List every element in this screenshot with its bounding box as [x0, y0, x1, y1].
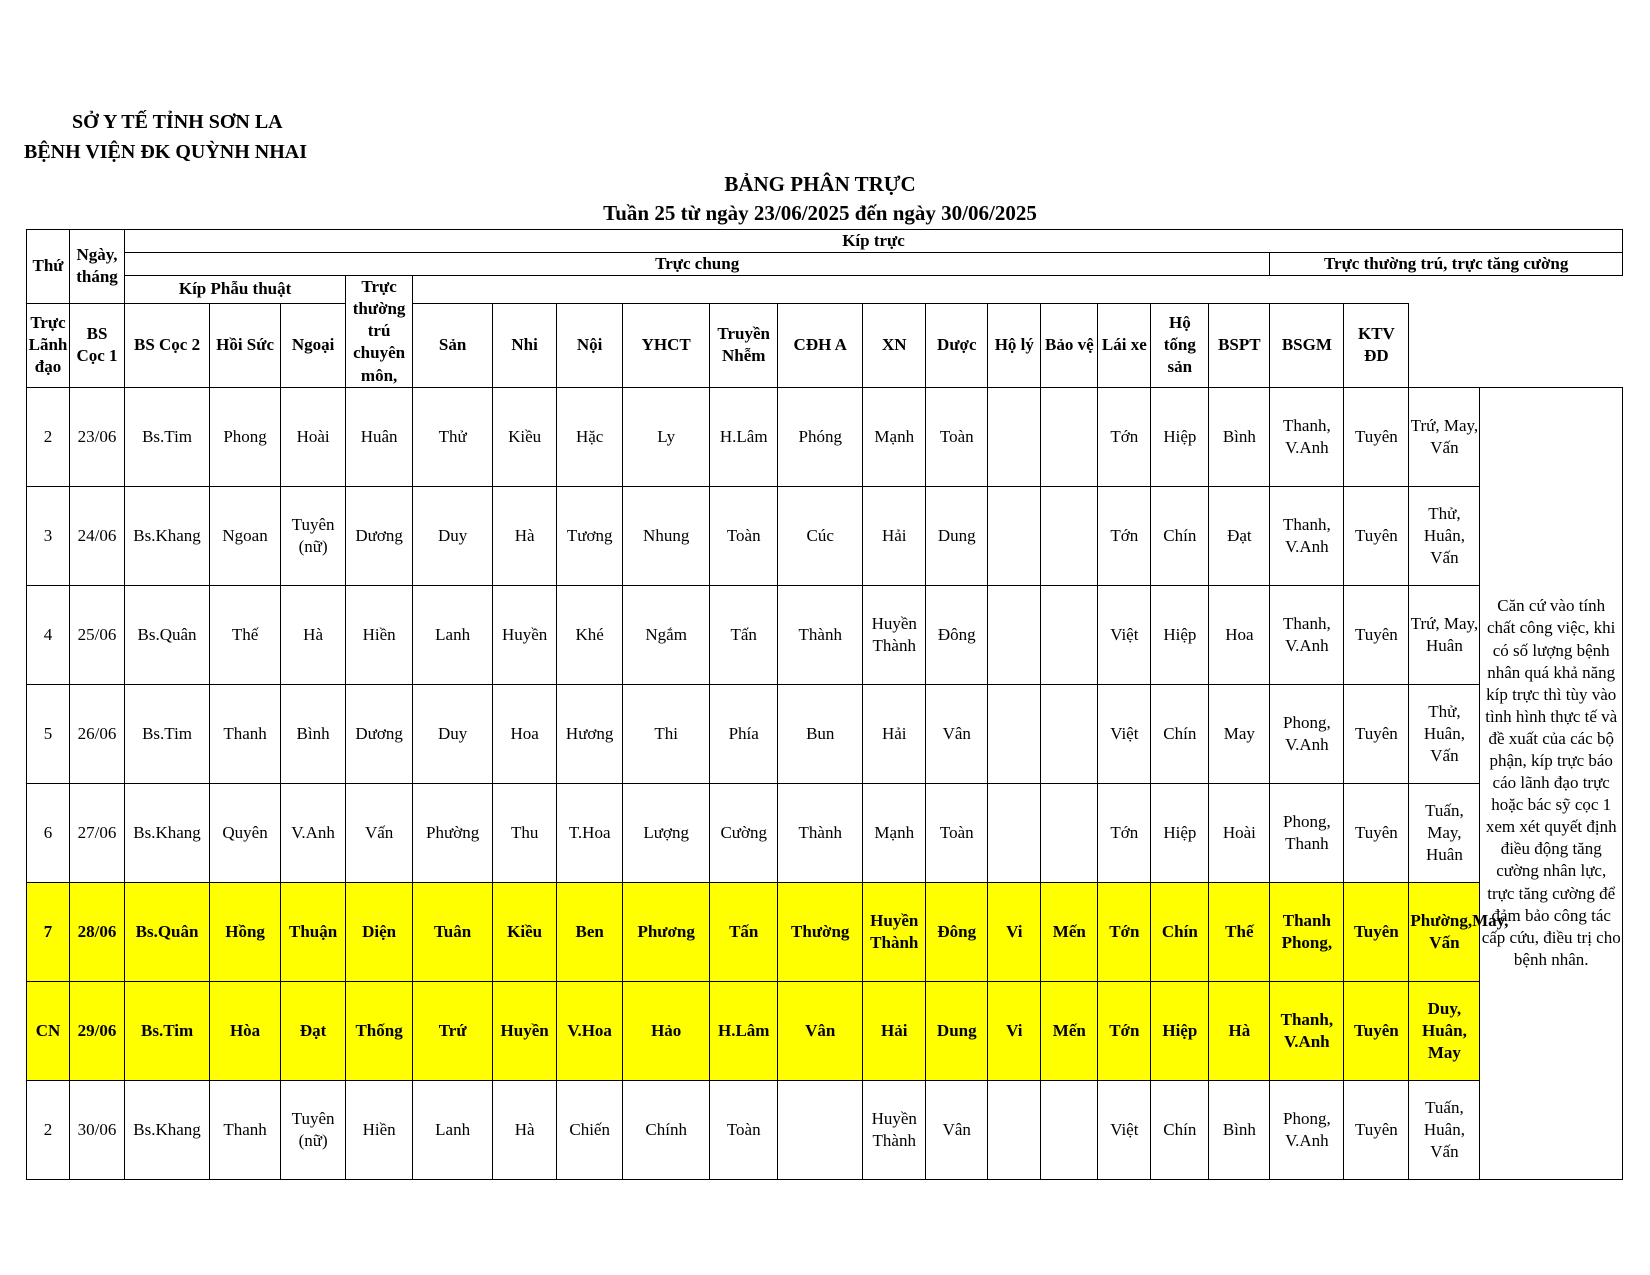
duty-cell: Huân: [346, 387, 413, 486]
duty-cell: Cường: [710, 783, 778, 882]
duty-cell: Tuyên: [1344, 1080, 1409, 1179]
duty-cell: Vân: [926, 1080, 988, 1179]
duty-cell: Tuyên (nữ): [281, 486, 346, 585]
duty-cell: Dung: [926, 981, 988, 1080]
org-hospital: BỆNH VIỆN ĐK QUỲNH NHAI: [24, 141, 307, 163]
duty-cell: Đông: [926, 882, 988, 981]
col-header: Bảo vệ: [1041, 303, 1098, 387]
duty-cell: Thanh, V.Anh: [1270, 585, 1344, 684]
day-cell: 2: [27, 387, 70, 486]
duty-cell: Thu: [493, 783, 557, 882]
duty-cell: Thế: [1209, 882, 1270, 981]
table-row: [27, 882, 1623, 981]
duty-cell: Mạnh: [863, 783, 926, 882]
duty-cell: Quyên: [210, 783, 281, 882]
duty-cell: Kiều: [493, 387, 557, 486]
duty-cell: Diện: [346, 882, 413, 981]
duty-cell: Kiều: [493, 882, 557, 981]
duty-cell: Phong, V.Anh: [1270, 1080, 1344, 1179]
duty-cell: Phong, Thanh: [1270, 783, 1344, 882]
col-header: YHCT: [623, 303, 710, 387]
duty-cell: [778, 1080, 863, 1179]
duty-cell: Hiệp: [1151, 981, 1209, 1080]
duty-cell: Tấn: [710, 585, 778, 684]
duty-cell: Hiệp: [1151, 783, 1209, 882]
duty-cell: Thử, Huân, Vấn: [1409, 684, 1480, 783]
duty-cell: H.Lâm: [710, 387, 778, 486]
duty-cell: Tuyên: [1344, 684, 1409, 783]
day-cell: CN: [27, 981, 70, 1080]
duty-cell: Lanh: [413, 585, 493, 684]
page-subtitle: Tuần 25 từ ngày 23/06/2025 đến ngày 30/06/2025: [603, 201, 1037, 225]
col-header: Nhi: [493, 303, 557, 387]
col-header: Ngoại: [281, 303, 346, 387]
date-cell: 23/06: [70, 387, 125, 486]
col-header: BS Cọc 2: [125, 303, 210, 387]
col-header-pt: KTV ĐD: [1344, 303, 1409, 387]
day-cell: 7: [27, 882, 70, 981]
duty-cell: Thử, Huân, Vấn: [1409, 486, 1480, 585]
date-cell: 29/06: [70, 981, 125, 1080]
duty-cell: Thanh: [210, 1080, 281, 1179]
col-header: BS Cọc 1: [70, 303, 125, 387]
duty-cell: Huyền Thành: [863, 585, 926, 684]
duty-cell: Bs.Khang: [125, 1080, 210, 1179]
duty-cell: Tớn: [1098, 783, 1151, 882]
duty-cell: [1041, 387, 1098, 486]
duty-cell: [988, 684, 1041, 783]
day-cell: 5: [27, 684, 70, 783]
header-ngay: Ngày, tháng: [70, 230, 125, 304]
table-row: [27, 684, 1623, 783]
duty-cell: May: [1209, 684, 1270, 783]
duty-cell: Khé: [557, 585, 623, 684]
header-truc-chung: Trực chung: [125, 253, 1270, 276]
duty-cell: Hặc: [557, 387, 623, 486]
duty-cell: Tuyên: [1344, 585, 1409, 684]
duty-cell: Thanh, V.Anh: [1270, 387, 1344, 486]
duty-cell: Tớn: [1098, 387, 1151, 486]
duty-cell: Duy, Huân, May: [1409, 981, 1480, 1080]
date-cell: 25/06: [70, 585, 125, 684]
col-header: XN: [863, 303, 926, 387]
col-header-pt: BSPT: [1209, 303, 1270, 387]
duty-cell: Tớn: [1098, 981, 1151, 1080]
duty-cell: Cúc: [778, 486, 863, 585]
day-cell: 4: [27, 585, 70, 684]
duty-cell: Toàn: [710, 486, 778, 585]
duty-note: Căn cứ vào tính chất công việc, khi có số lượng bệnh nhân quá khả năng kíp trực thì tùy vào tình hình thực tế và đề xuất của các bộ phận, kíp trực báo cáo lãnh đạo trực hoặc bác sỹ cọc 1 xem xét quyết định điều động tăng cường nhân lực, trực tăng cường để đảm bảo công tác cấp cứu, điều trị cho bệnh nhân.: [1480, 387, 1623, 1179]
day-cell: 6: [27, 783, 70, 882]
duty-cell: Hà: [281, 585, 346, 684]
duty-cell: Thanh, V.Anh: [1270, 981, 1344, 1080]
duty-cell: Ngoan: [210, 486, 281, 585]
duty-cell: Thử: [413, 387, 493, 486]
duty-cell: Phường: [413, 783, 493, 882]
date-cell: 30/06: [70, 1080, 125, 1179]
duty-cell: Thanh: [210, 684, 281, 783]
duty-cell: Vấn: [346, 783, 413, 882]
duty-cell: Huyền Thành: [863, 882, 926, 981]
duty-cell: Tương: [557, 486, 623, 585]
duty-cell: Hiền: [346, 1080, 413, 1179]
duty-cell: Phóng: [778, 387, 863, 486]
date-cell: 27/06: [70, 783, 125, 882]
duty-cell: Đông: [926, 585, 988, 684]
duty-cell: Bs.Quân: [125, 882, 210, 981]
duty-cell: V.Anh: [281, 783, 346, 882]
date-cell: 26/06: [70, 684, 125, 783]
duty-cell: Dương: [346, 486, 413, 585]
duty-cell: [1041, 684, 1098, 783]
duty-cell: Thành: [778, 783, 863, 882]
col-header: Hồi Sức: [210, 303, 281, 387]
duty-cell: Hoa: [493, 684, 557, 783]
header-kip-phau-thuat: Kíp Phẫu thuật: [125, 276, 346, 304]
table-row: [27, 387, 1623, 486]
duty-cell: [1041, 585, 1098, 684]
duty-cell: Tuyên: [1344, 486, 1409, 585]
col-header: Truyền Nhễm: [710, 303, 778, 387]
duty-cell: Bun: [778, 684, 863, 783]
duty-cell: [988, 1080, 1041, 1179]
duty-cell: Chiến: [557, 1080, 623, 1179]
duty-cell: [1041, 1080, 1098, 1179]
duty-cell: Thống: [346, 981, 413, 1080]
duty-cell: Hoa: [1209, 585, 1270, 684]
duty-cell: Thành: [778, 585, 863, 684]
header-truc-thuong-tru-chuyen-mon: Trực thường trú chuyên môn,: [346, 276, 413, 387]
duty-cell: Tuyên: [1344, 783, 1409, 882]
duty-cell: Vi: [988, 981, 1041, 1080]
table-row: [27, 1080, 1623, 1179]
duty-cell: Mến: [1041, 882, 1098, 981]
duty-cell: Đạt: [281, 981, 346, 1080]
duty-cell: Phong: [210, 387, 281, 486]
header-thu: Thứ: [27, 230, 70, 304]
col-header: Nội: [557, 303, 623, 387]
duty-cell: Huyền Thành: [863, 1080, 926, 1179]
duty-cell: Duy: [413, 486, 493, 585]
duty-cell: Chín: [1151, 684, 1209, 783]
duty-cell: Bs.Quân: [125, 585, 210, 684]
duty-cell: Phong, V.Anh: [1270, 684, 1344, 783]
duty-cell: Tuyên: [1344, 882, 1409, 981]
duty-cell: Hà: [493, 486, 557, 585]
duty-cell: Việt: [1098, 1080, 1151, 1179]
duty-cell: Dương: [346, 684, 413, 783]
duty-cell: Mạnh: [863, 387, 926, 486]
duty-cell: Chính: [623, 1080, 710, 1179]
duty-cell: Tớn: [1098, 882, 1151, 981]
duty-cell: Tuyên: [1344, 981, 1409, 1080]
day-cell: 2: [27, 1080, 70, 1179]
col-header: Trực Lãnh đạo: [27, 303, 70, 387]
header-truc-thuong-tru: Trực thường trú, trực tăng cường: [1270, 253, 1623, 276]
table-row: [27, 783, 1623, 882]
duty-cell: Hoài: [281, 387, 346, 486]
duty-cell: Bs.Tim: [125, 684, 210, 783]
duty-cell: Hà: [1209, 981, 1270, 1080]
col-header: Sản: [413, 303, 493, 387]
day-cell: 3: [27, 486, 70, 585]
duty-cell: Vi: [988, 882, 1041, 981]
duty-cell: Phía: [710, 684, 778, 783]
date-cell: 28/06: [70, 882, 125, 981]
duty-cell: [988, 486, 1041, 585]
duty-cell: Hải: [863, 486, 926, 585]
duty-cell: Tấn: [710, 882, 778, 981]
duty-cell: Chín: [1151, 486, 1209, 585]
duty-cell: Tuấn, Huân, Vấn: [1409, 1080, 1480, 1179]
duty-cell: Lượng: [623, 783, 710, 882]
duty-cell: Bình: [281, 684, 346, 783]
org-department: SỞ Y TẾ TỈNH SƠN LA: [72, 111, 283, 133]
duty-cell: [988, 387, 1041, 486]
duty-cell: Việt: [1098, 585, 1151, 684]
duty-cell: Ben: [557, 882, 623, 981]
col-header: Lái xe: [1098, 303, 1151, 387]
duty-cell: Hiền: [346, 585, 413, 684]
duty-cell: Tuấn, May, Huân: [1409, 783, 1480, 882]
duty-cell: Bs.Tim: [125, 387, 210, 486]
duty-cell: Tuyên: [1344, 387, 1409, 486]
duty-cell: Ly: [623, 387, 710, 486]
duty-cell: Phương: [623, 882, 710, 981]
duty-cell: Trứ, May, Huân: [1409, 585, 1480, 684]
duty-cell: Duy: [413, 684, 493, 783]
duty-cell: Toàn: [926, 783, 988, 882]
duty-cell: Đạt: [1209, 486, 1270, 585]
page-title: BẢNG PHÂN TRỰC: [724, 172, 916, 196]
duty-cell: [1041, 783, 1098, 882]
table-row: [27, 585, 1623, 684]
duty-cell: Thế: [210, 585, 281, 684]
col-header: Hộ lý: [988, 303, 1041, 387]
table-row: [27, 486, 1623, 585]
col-header-pt: BSGM: [1270, 303, 1344, 387]
duty-roster-table: [26, 229, 1623, 1180]
col-header: Hộ tống sản: [1151, 303, 1209, 387]
duty-cell: Hà: [493, 1080, 557, 1179]
col-header: Dược: [926, 303, 988, 387]
duty-cell: Vân: [926, 684, 988, 783]
duty-cell: Chín: [1151, 882, 1209, 981]
duty-cell: Nhung: [623, 486, 710, 585]
duty-cell: Hiệp: [1151, 585, 1209, 684]
duty-cell: V.Hoa: [557, 981, 623, 1080]
duty-cell: Hòa: [210, 981, 281, 1080]
duty-cell: Thường: [778, 882, 863, 981]
duty-cell: Dung: [926, 486, 988, 585]
duty-cell: H.Lâm: [710, 981, 778, 1080]
duty-cell: Bình: [1209, 1080, 1270, 1179]
duty-cell: Thi: [623, 684, 710, 783]
col-header: CĐH A: [778, 303, 863, 387]
duty-cell: T.Hoa: [557, 783, 623, 882]
duty-cell: Vân: [778, 981, 863, 1080]
table-row: [27, 981, 1623, 1080]
duty-cell: Tớn: [1098, 486, 1151, 585]
duty-cell: Tuyên (nữ): [281, 1080, 346, 1179]
duty-cell: Huyền: [493, 585, 557, 684]
duty-cell: Thanh, V.Anh: [1270, 486, 1344, 585]
duty-cell: Chín: [1151, 1080, 1209, 1179]
duty-cell: Trứ: [413, 981, 493, 1080]
duty-cell: Hiệp: [1151, 387, 1209, 486]
duty-cell: Thuận: [281, 882, 346, 981]
date-cell: 24/06: [70, 486, 125, 585]
duty-cell: [1041, 486, 1098, 585]
duty-cell: Huyền: [493, 981, 557, 1080]
duty-cell: Bs.Khang: [125, 783, 210, 882]
duty-cell: Lanh: [413, 1080, 493, 1179]
duty-cell: [988, 783, 1041, 882]
duty-cell: Bs.Tim: [125, 981, 210, 1080]
duty-cell: Hảo: [623, 981, 710, 1080]
duty-cell: Thanh Phong,: [1270, 882, 1344, 981]
duty-cell: Toàn: [926, 387, 988, 486]
duty-cell: Bình: [1209, 387, 1270, 486]
duty-cell: Hương: [557, 684, 623, 783]
duty-cell: Trứ, May, Vấn: [1409, 387, 1480, 486]
duty-cell: Ngắm: [623, 585, 710, 684]
duty-cell: Hải: [863, 684, 926, 783]
duty-cell: Bs.Khang: [125, 486, 210, 585]
duty-cell: Hải: [863, 981, 926, 1080]
duty-cell: Việt: [1098, 684, 1151, 783]
duty-cell: Hồng: [210, 882, 281, 981]
duty-cell: Tuân: [413, 882, 493, 981]
duty-cell: [988, 585, 1041, 684]
duty-cell: Hoài: [1209, 783, 1270, 882]
duty-cell: Toàn: [710, 1080, 778, 1179]
duty-cell: Phường,May, Vấn: [1409, 882, 1480, 981]
duty-cell: Mến: [1041, 981, 1098, 1080]
header-kip-truc: Kíp trực: [125, 230, 1623, 253]
